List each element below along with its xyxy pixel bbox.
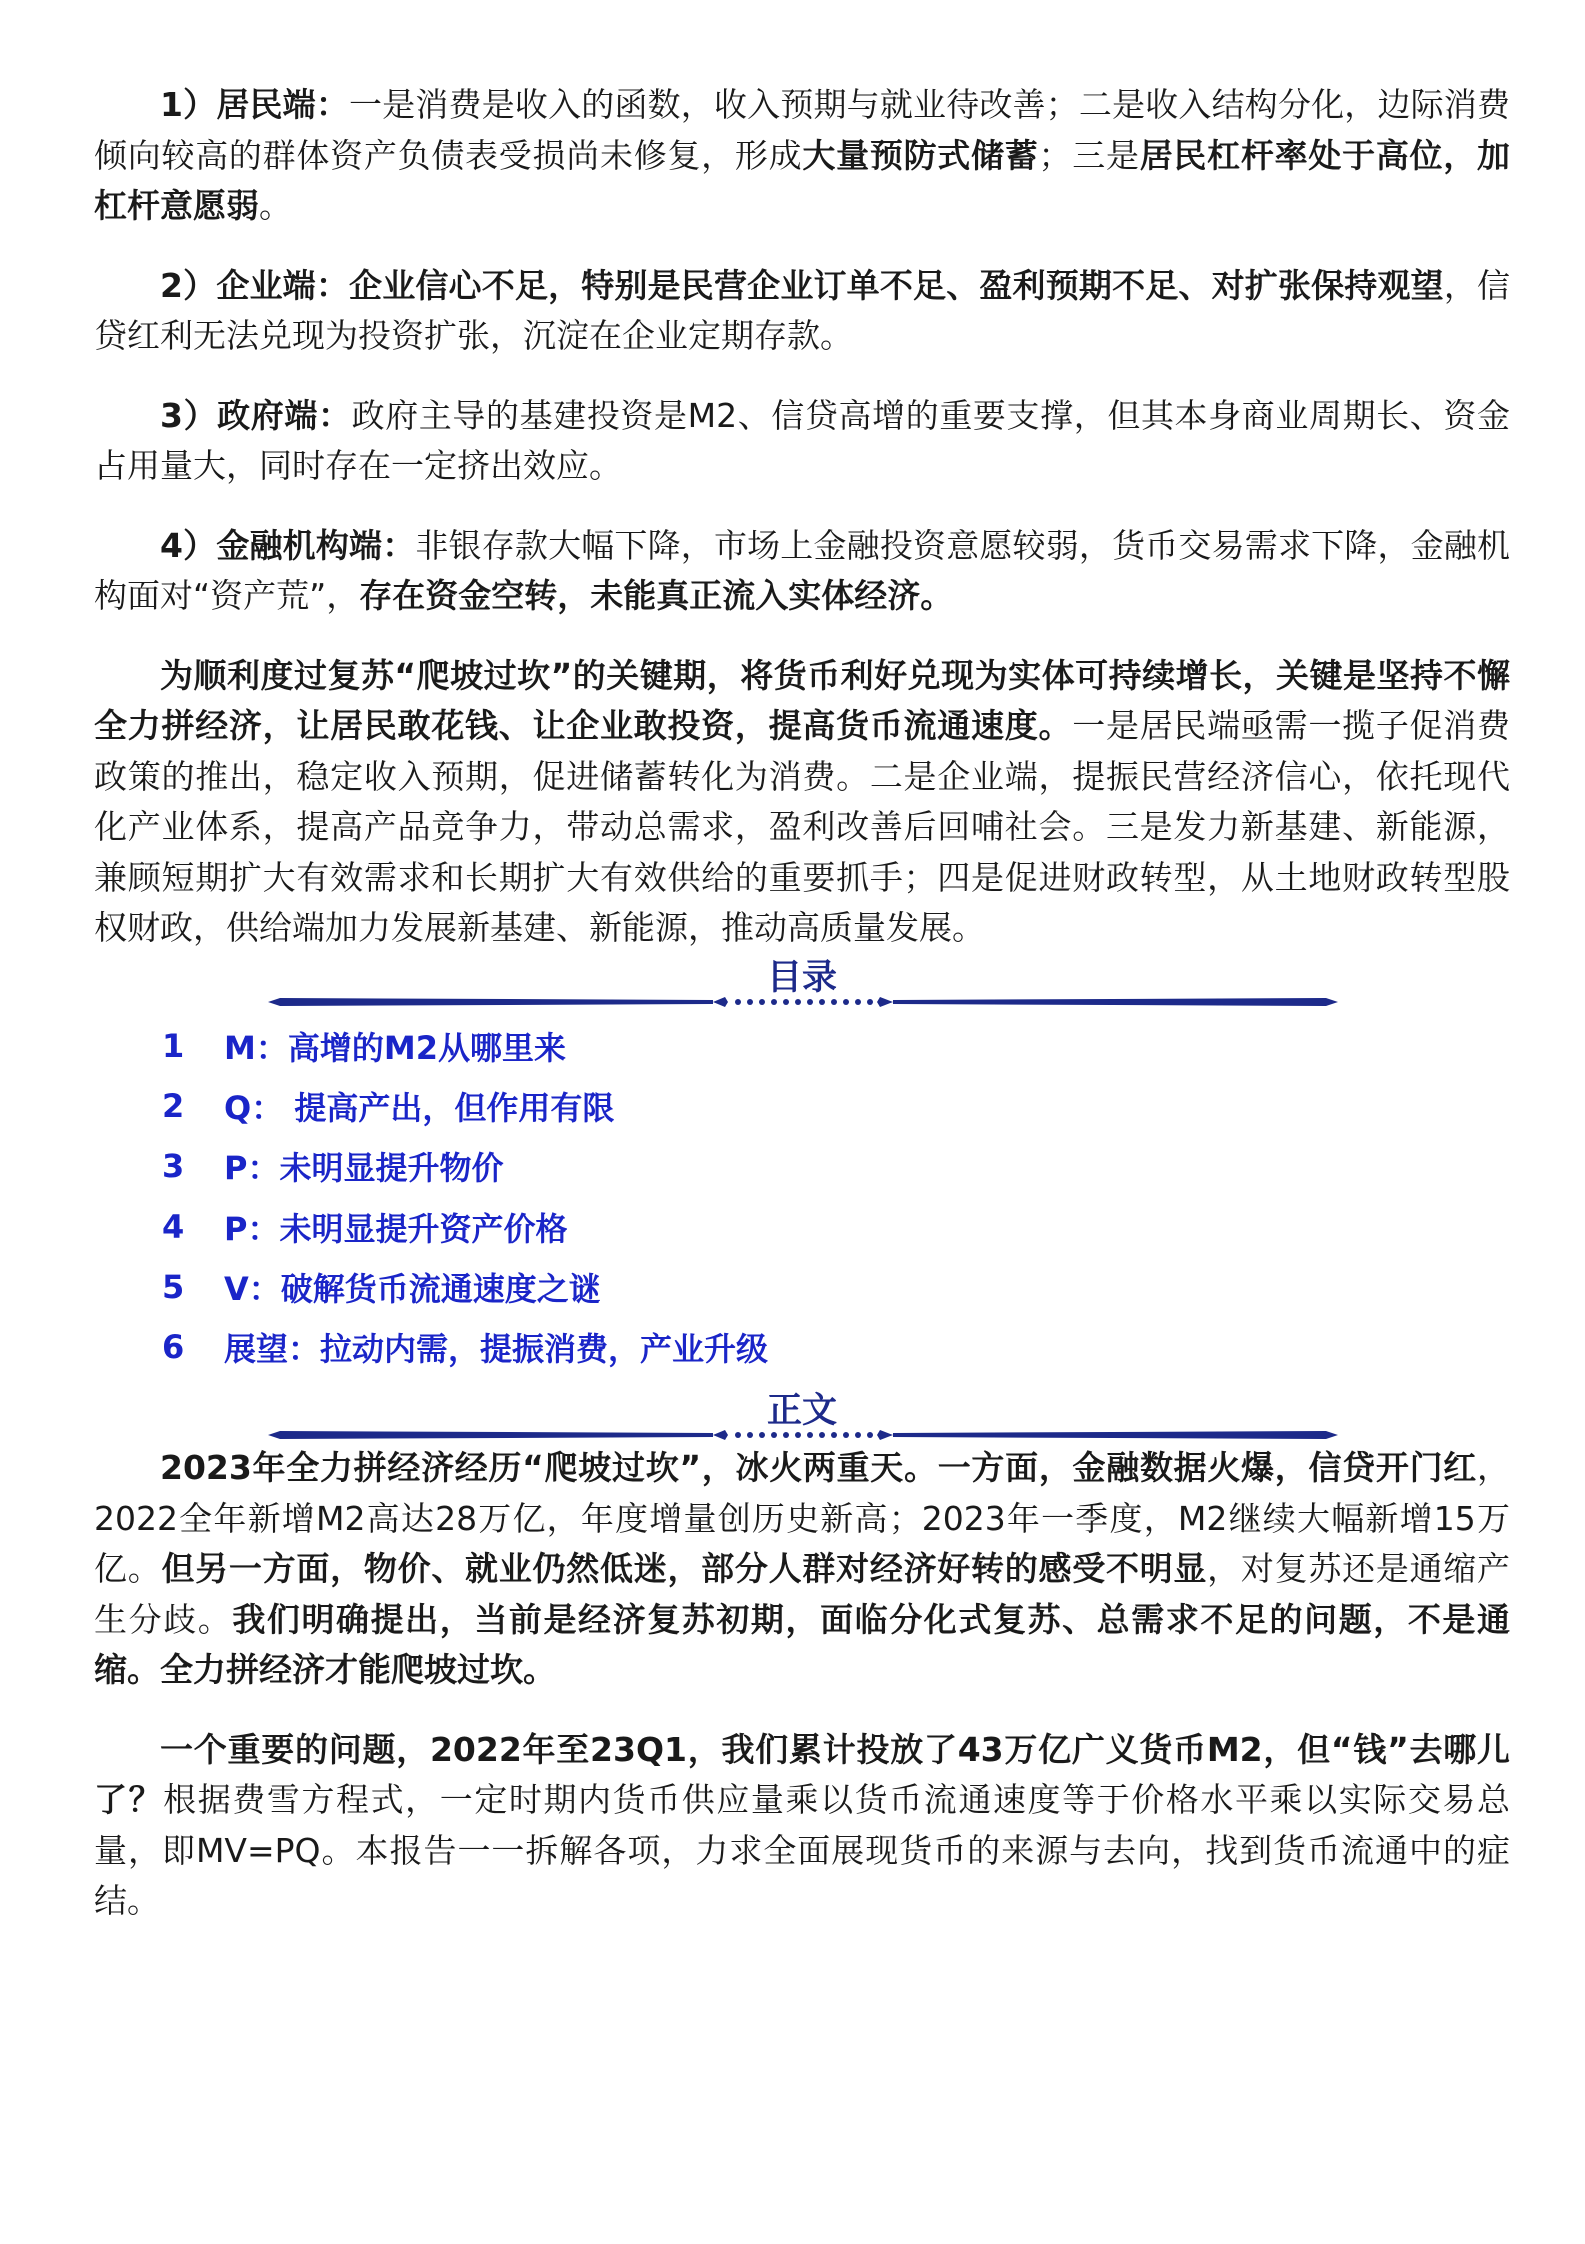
toc-title: 目录 <box>766 957 837 998</box>
paragraph-government: 3）政府端：政府主导的基建投资是M2、信贷高增的重要支撑，但其本身商业周期长、资金占用量大，同时存在一定挤出效应。 <box>94 395 1510 485</box>
toc-item-label[interactable]: P：未明显提升物价 <box>224 1149 504 1188</box>
toc-item-number: 4 <box>162 1207 185 1246</box>
toc-item[interactable] <box>94 1016 1510 1076</box>
toc-item-label[interactable]: V：破解货币流通速度之谜 <box>224 1269 601 1308</box>
toc-item-label[interactable]: M：高增的M2从哪里来 <box>224 1028 566 1067</box>
toc-item-label[interactable]: 展望：拉动内需，提振消费，产业升级 <box>224 1330 769 1369</box>
paragraph-household: 1）居民端：一是消费是收入的函数，收入预期与就业待改善；二是收入结构分化，边际消费倾向较高的群体资产负债表受损尚未修复，形成大量预防式储蓄；三是居民杠杆率处于高位，加杠杆意愿弱。 <box>94 85 1511 225</box>
toc-divider <box>268 994 1338 1010</box>
paragraph-where-money-went: 一个重要的问题，2022年至23Q1，我们累计投放了43万亿广义货币M2，但“钱”去哪儿了？根据费雪方程式，一定时期内货币供应量乘以货币流通速度等于价格水平乘以实际交易总量，即MV=PQ。本报告一一拆解各项，力求全面展现货币的来源与去向，找到货币流通中的症结。 <box>94 1729 1511 1921</box>
toc-item-number: 2 <box>162 1086 185 1125</box>
paragraph-recovery-policy: 为顺利度过复苏“爬坡过坎”的关键期，将货币利好兑现为实体可持续增长，关键是坚持不懈全力拼经济，让居民敢花钱、让企业敢投资，提高货币流通速度。一是居民端亟需一揽子促消费政策的推出，稳定收入预期，促进储蓄转化为消费。二是企业端，提振民营经济信心，依托现代化产业体系，提高产品竞争力，带动总需求，盈利改善后回哺社会。三是发力新基建、新能源，兼顾短期扩大有效需求和长期扩大有效供给的重要抓手；四是促进财政转型，从土地财政转型股权财政，供给端加力发展新基建、新能源，推动高质量发展。 <box>94 655 1511 947</box>
toc-item-number: 6 <box>162 1328 185 1367</box>
toc-item[interactable] <box>94 1076 1510 1136</box>
toc-item-number: 5 <box>162 1267 185 1306</box>
toc-item[interactable] <box>94 1257 1510 1317</box>
toc-item[interactable] <box>94 1317 1510 1377</box>
toc-item[interactable] <box>94 1136 1510 1196</box>
label-government: 3）政府端： <box>160 395 352 435</box>
paragraph-enterprise: 2）企业端：企业信心不足，特别是民营企业订单不足、盈利预期不足、对扩张保持观望，信贷红利无法兑现为投资扩张，沉淀在企业定期存款。 <box>94 265 1511 355</box>
body-divider <box>268 1427 1338 1443</box>
toc-item-number: 1 <box>162 1026 185 1065</box>
document-page <box>94 80 1510 1927</box>
body-title: 正文 <box>766 1391 837 1432</box>
paragraph-financial-institutions: 4）金融机构端：非银存款大幅下降，市场上金融投资意愿较弱，货币交易需求下降，金融机构面对“资产荒”，存在资金空转，未能真正流入实体经济。 <box>94 525 1510 615</box>
label-enterprise: 2）企业端： <box>160 265 350 305</box>
toc-item[interactable] <box>94 1196 1510 1256</box>
body-heading <box>94 1389 1510 1443</box>
label-household: 1）居民端： <box>160 85 350 124</box>
table-of-contents <box>94 1016 1510 1378</box>
toc-item-label[interactable]: Q： 提高产出，但作用有限 <box>224 1088 615 1127</box>
toc-heading <box>94 956 1510 1010</box>
toc-item-number: 3 <box>162 1147 185 1186</box>
label-financial: 4）金融机构端： <box>160 525 416 565</box>
toc-item-label[interactable]: P：未明显提升资产价格 <box>224 1209 568 1248</box>
paragraph-2023-overview: 2023年全力拼经济经历“爬坡过坎”，冰火两重天。一方面，金融数据火爆，信贷开门红，2022全年新增M2高达28万亿，年度增量创历史新高；2023年一季度，M2继续大幅新增15万亿。但另一方面，物价、就业仍然低迷，部分人群对经济好转的感受不明显，对复苏还是通缩产生分歧。我们明确提出，当前是经济复苏初期，面临分化式复苏、总需求不足的问题，不是通缩。全力拼经济才能爬坡过坎。 <box>94 1448 1511 1690</box>
